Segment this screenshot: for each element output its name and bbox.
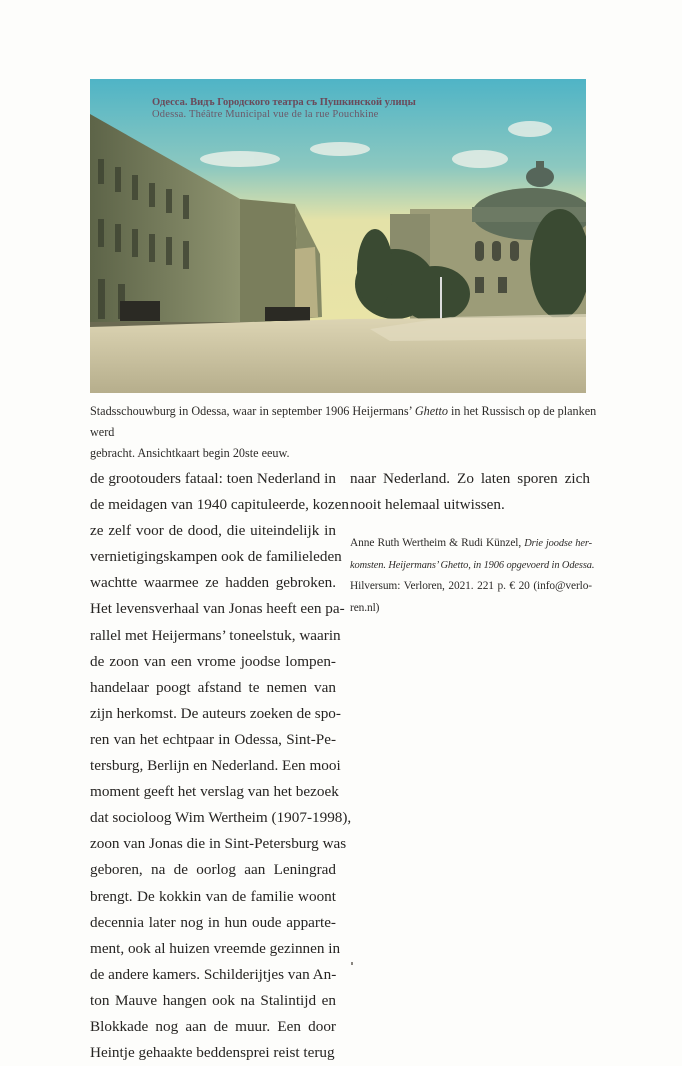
body-line: de zoon van een vrome joodse lompen- — [90, 652, 336, 670]
body-line: brengt. De kokkin van de familie woont — [90, 887, 336, 905]
figure-caption — [90, 401, 600, 464]
body-line: Heintje gehaakte beddensprei reist terug — [90, 1044, 335, 1062]
caption-italic-title: Ghetto — [414, 404, 448, 418]
body-line: de meidagen van 1940 capituleerde, kozen — [90, 496, 349, 514]
body-line: Blokkade nog aan de muur. Een door — [90, 1017, 336, 1035]
body-line: zoon van Jonas die in Sint-Petersburg was — [90, 835, 347, 853]
body-line: geboren, na de oorlog aan Leningrad — [90, 861, 336, 879]
body-line: de grootouders fataal: toen Nederland in — [90, 470, 336, 487]
article-column-right — [350, 466, 590, 518]
body-line: handelaar poogt afstand te nemen van — [90, 678, 336, 696]
caption-text-after: in het Russisch op de planken werd — [90, 404, 597, 439]
body-line: decennia later nog in hun oude apparte- — [90, 913, 336, 931]
article-column-left — [90, 466, 352, 1066]
body-line: tersburg, Berlijn en Nederland. Een mooi — [90, 757, 341, 775]
body-line: de andere kamers. Schilderijtjes van An- — [90, 965, 337, 983]
reference-title: Drie joodse her- — [524, 538, 592, 549]
body-line: dat socioloog Wim Wertheim (1907-1998), — [90, 809, 352, 827]
reference-title-cont: komsten. Heijermans’ Ghetto, in 1906 opgevoerd in Odessa. — [350, 559, 595, 571]
odessa-theatre-postcard-image — [90, 79, 586, 393]
body-line: wachtte waarmee ze hadden gebroken. — [90, 574, 336, 592]
body-line: vernietigingskampen ook de familieleden — [90, 548, 342, 566]
caption-text-before: Stadsschouwburg in Odessa, waar in september 1906 Heijermans’ — [90, 404, 415, 418]
postcard-title-french: Odessa. Théâtre Municipal vue de la rue Pouchkine — [152, 109, 379, 120]
postcard-title — [152, 97, 416, 121]
body-line: moment geeft het verslag van het bezoek — [90, 783, 339, 801]
postcard-illustration — [90, 79, 586, 393]
reference-line-1 — [350, 533, 592, 555]
print-speck — [351, 962, 353, 965]
body-line: naar Nederland. Zo laten sporen zich — [350, 470, 590, 487]
body-line: zijn herkomst. De auteurs zoeken de spo- — [90, 704, 341, 722]
reference-line-4: ren.nl) — [350, 601, 380, 614]
reference-line-3: Hilversum: Verloren, 2021. 221 p. € 20 (info@verlo- — [350, 580, 592, 592]
reference-authors: Anne Ruth Wertheim & Rudi Künzel, — [350, 537, 525, 549]
body-line: ren van het echtpaar in Odessa, Sint-Pe- — [90, 730, 336, 748]
body-line: ze zelf voor de dood, die uiteindelijk in — [90, 522, 336, 540]
book-reference — [350, 533, 595, 619]
reference-line-2 — [350, 555, 595, 577]
postcard-title-russian: Одесса. Видъ Городского театра съ Пушкинской улицы — [152, 97, 416, 108]
body-line: Het levensverhaal van Jonas heeft een pa- — [90, 600, 345, 618]
body-line: nooit helemaal uitwissen. — [350, 496, 505, 514]
body-line: rallel met Heijermans’ toneelstuk, waarin — [90, 626, 341, 644]
body-line: ton Mauve hangen ook na Stalintijd en — [90, 991, 336, 1009]
caption-line-2: gebracht. Ansichtkaart begin 20ste eeuw. — [90, 446, 290, 460]
body-line: ment, ook al huizen vreemde gezinnen in — [90, 939, 341, 957]
